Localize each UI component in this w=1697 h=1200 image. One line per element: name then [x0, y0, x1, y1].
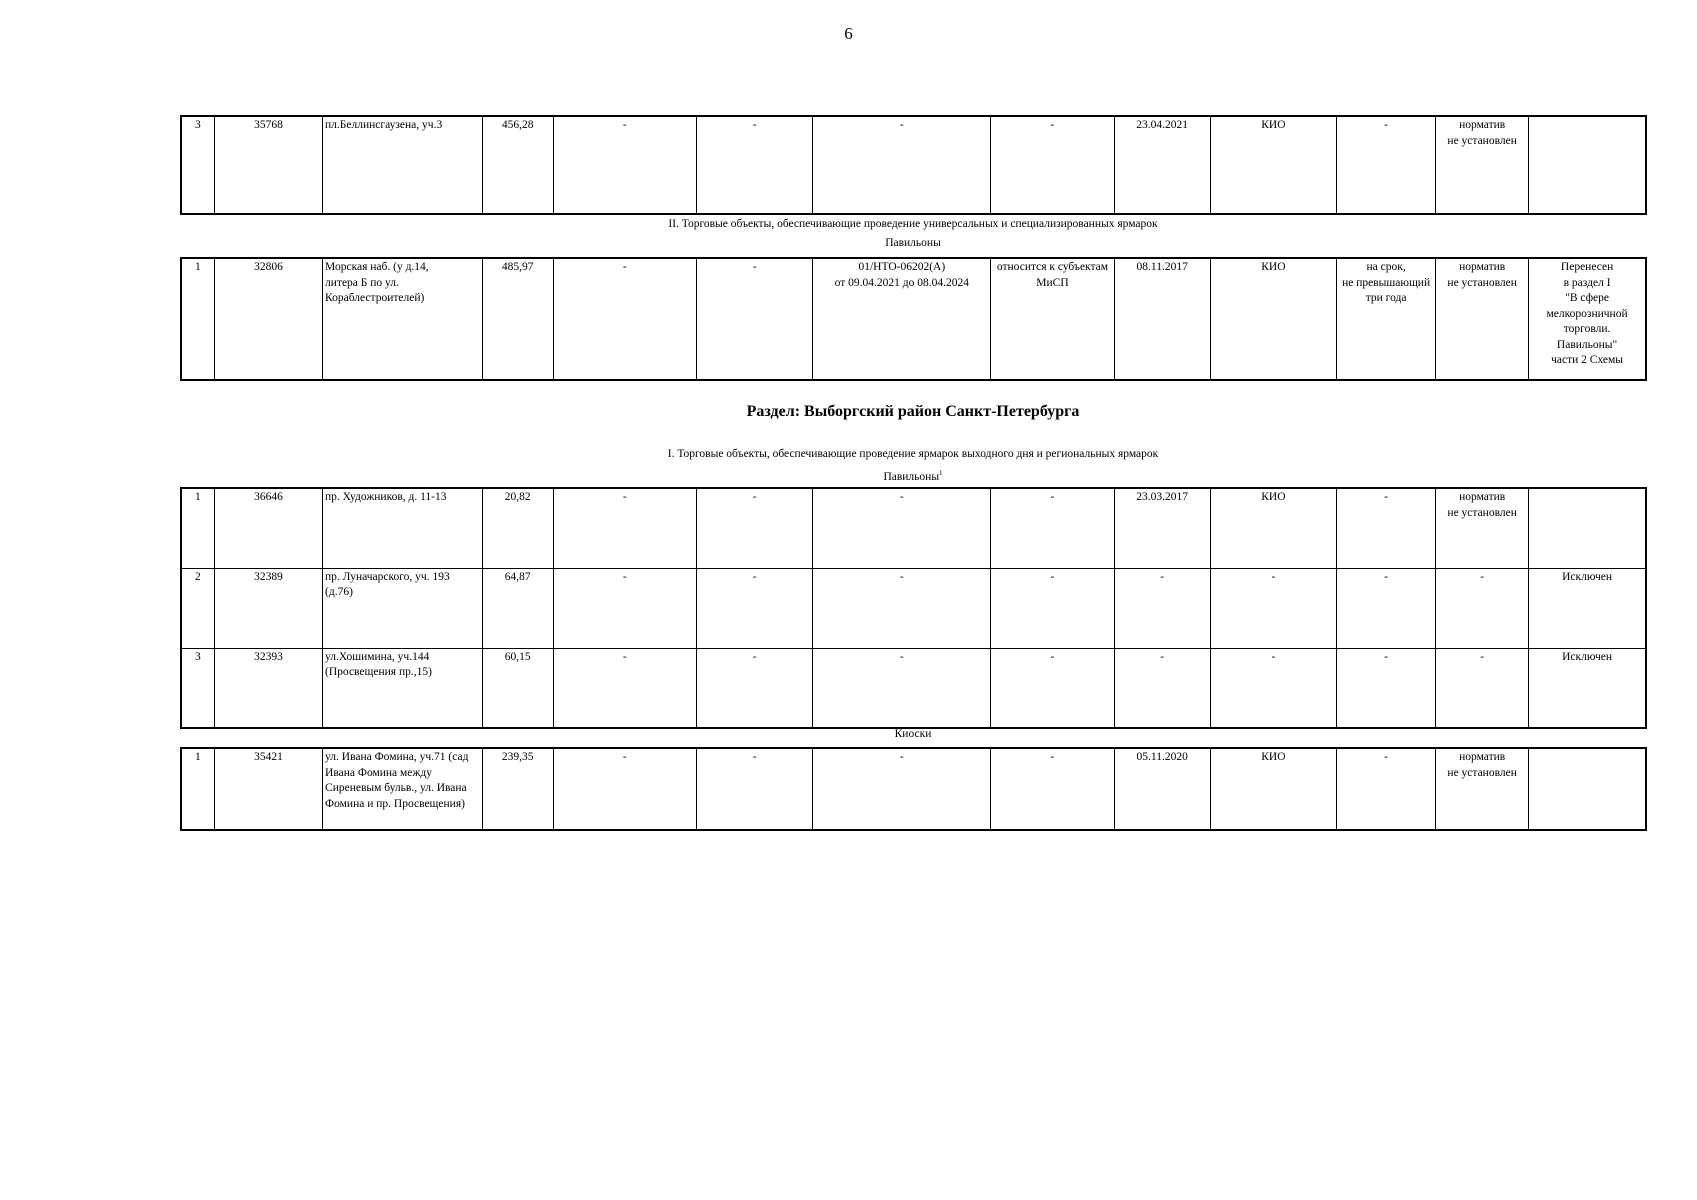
section-title: Раздел: Выборгский район Санкт-Петербурга [746, 403, 1080, 420]
cell-norm: норматив не установлен [1436, 488, 1529, 568]
table-row [181, 488, 1646, 568]
cell-contract: - [813, 116, 991, 214]
cell-col6: - [697, 568, 813, 648]
cell-smb-status: - [991, 748, 1114, 830]
pavilions-caption: Павильоны [885, 237, 941, 249]
cell-row-number: 3 [181, 116, 214, 214]
pavilions-caption-text: Павильоны [883, 470, 940, 483]
cell-note [1529, 488, 1646, 568]
cell-col6: - [697, 748, 813, 830]
cell-object-id: 32393 [214, 648, 322, 728]
cell-norm: норматив не установлен [1436, 258, 1529, 380]
cell-contract: - [813, 568, 991, 648]
cell-note: Исключен [1529, 648, 1646, 728]
cell-area: 456,28 [482, 116, 553, 214]
table-fairs-pavilions [180, 257, 1647, 381]
cell-col5: - [553, 648, 697, 728]
cell-area: 485,97 [482, 258, 553, 380]
cell-object-id: 32389 [214, 568, 322, 648]
cell-address: пр. Луначарского, уч. 193 (д.76) [323, 568, 483, 648]
cell-term: на срок, не превышающий три года [1337, 258, 1436, 380]
table-row [181, 748, 1646, 830]
cell-col5: - [553, 568, 697, 648]
cell-date: - [1114, 568, 1210, 648]
table-row [181, 648, 1646, 728]
cell-address: ул. Ивана Фомина, уч.71 (сад Ивана Фомина между Сиреневым бульв., ул. Ивана Фомина и пр. Просвещения) [323, 748, 483, 830]
table-row [181, 568, 1646, 648]
cell-col6: - [697, 488, 813, 568]
cell-term: - [1337, 488, 1436, 568]
cell-col5: - [553, 488, 697, 568]
cell-date: - [1114, 648, 1210, 728]
footnote-marker: 1 [939, 469, 943, 477]
cell-note: Перенесен в раздел I "В сфере мелкорозничной торговли. Павильоны" части 2 Схемы [1529, 258, 1646, 380]
cell-contract: - [813, 488, 991, 568]
cell-smb-status: - [991, 568, 1114, 648]
cell-col5: - [553, 258, 697, 380]
table-vyborg-pavilions [180, 487, 1647, 729]
cell-row-number: 1 [181, 488, 214, 568]
pavilions-footnote-caption [180, 469, 1646, 483]
cell-area: 64,87 [482, 568, 553, 648]
cell-col6: - [697, 258, 813, 380]
cell-term: - [1337, 568, 1436, 648]
page-number: 6 [844, 24, 853, 43]
cell-object-id: 35421 [214, 748, 322, 830]
cell-area: 239,35 [482, 748, 553, 830]
cell-authority: КИО [1210, 748, 1336, 830]
cell-smb-status: относится к субъектам МиСП [991, 258, 1114, 380]
cell-col6: - [697, 648, 813, 728]
cell-authority: КИО [1210, 116, 1336, 214]
cell-area: 60,15 [482, 648, 553, 728]
section-ii-heading: II. Торговые объекты, обеспечивающие проведение универсальных и специализированных ярмарок [668, 218, 1158, 230]
cell-term: - [1337, 648, 1436, 728]
table-continued-section [180, 115, 1647, 215]
cell-norm: норматив не установлен [1436, 748, 1529, 830]
cell-date: 23.04.2021 [1114, 116, 1210, 214]
cell-address: пл.Беллинсгаузена, уч.3 [323, 116, 483, 214]
cell-norm: - [1436, 648, 1529, 728]
cell-area: 20,82 [482, 488, 553, 568]
kiosks-caption: Киоски [894, 728, 932, 740]
cell-row-number: 1 [181, 258, 214, 380]
cell-smb-status: - [991, 116, 1114, 214]
cell-authority: КИО [1210, 488, 1336, 568]
cell-address: пр. Художников, д. 11-13 [323, 488, 483, 568]
cell-smb-status: - [991, 648, 1114, 728]
table-row [181, 116, 1646, 214]
cell-row-number: 2 [181, 568, 214, 648]
cell-row-number: 3 [181, 648, 214, 728]
cell-row-number: 1 [181, 748, 214, 830]
cell-contract: 01/НТО-06202(А) от 09.04.2021 до 08.04.2024 [813, 258, 991, 380]
cell-date: 23.03.2017 [1114, 488, 1210, 568]
cell-authority: КИО [1210, 258, 1336, 380]
cell-authority: - [1210, 648, 1336, 728]
cell-note [1529, 116, 1646, 214]
section-i-heading: I. Торговые объекты, обеспечивающие проведение ярмарок выходного дня и региональных ярмарок [667, 448, 1159, 460]
cell-address: ул.Хошимина, уч.144 (Просвещения пр.,15) [323, 648, 483, 728]
cell-address: Морская наб. (у д.14, литера Б по ул. Кораблестроителей) [323, 258, 483, 380]
cell-term: - [1337, 116, 1436, 214]
cell-norm: - [1436, 568, 1529, 648]
cell-object-id: 36646 [214, 488, 322, 568]
cell-date: 08.11.2017 [1114, 258, 1210, 380]
cell-contract: - [813, 748, 991, 830]
cell-object-id: 35768 [214, 116, 322, 214]
cell-date: 05.11.2020 [1114, 748, 1210, 830]
cell-note: Исключен [1529, 568, 1646, 648]
cell-object-id: 32806 [214, 258, 322, 380]
cell-col5: - [553, 748, 697, 830]
table-row [181, 258, 1646, 380]
table-vyborg-kiosks [180, 747, 1647, 831]
cell-note [1529, 748, 1646, 830]
cell-term: - [1337, 748, 1436, 830]
cell-norm: норматив не установлен [1436, 116, 1529, 214]
cell-col5: - [553, 116, 697, 214]
cell-authority: - [1210, 568, 1336, 648]
cell-contract: - [813, 648, 991, 728]
cell-col6: - [697, 116, 813, 214]
cell-smb-status: - [991, 488, 1114, 568]
